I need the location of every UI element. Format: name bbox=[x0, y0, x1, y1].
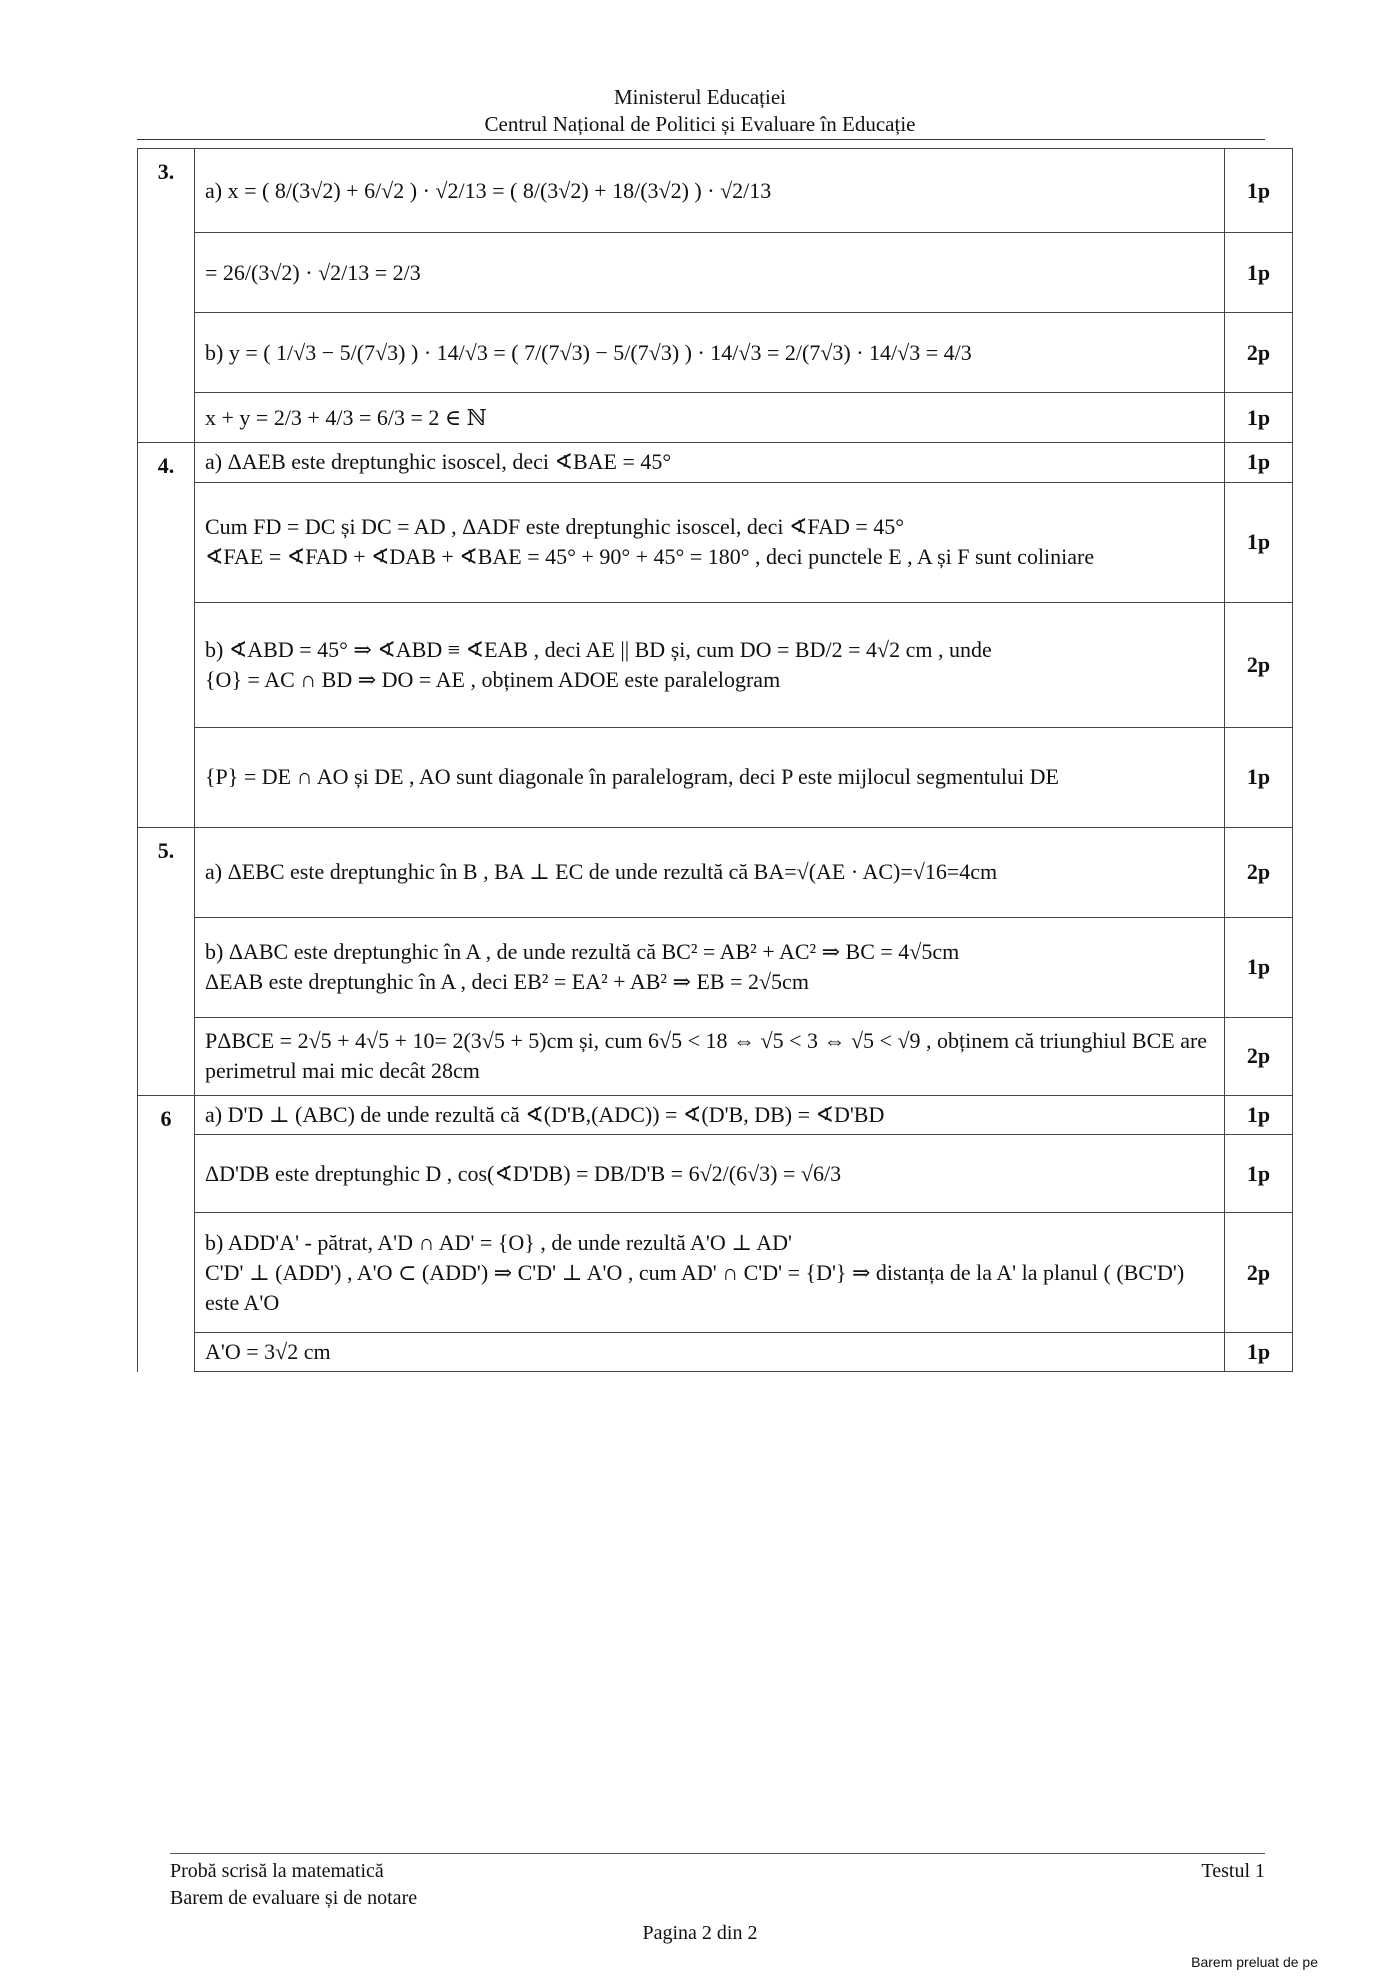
solution-line: ∢FAE = ∢FAD + ∢DAB + ∢BAE = 45° + 90° + 45° = 180° , deci punctele E , A și F sunt coliniare bbox=[205, 544, 1095, 569]
solution-cell bbox=[195, 1095, 1225, 1135]
exercise-number bbox=[138, 233, 195, 313]
table-row bbox=[138, 602, 1293, 727]
points-cell: 2p bbox=[1225, 602, 1293, 727]
solution-cell bbox=[195, 1135, 1225, 1213]
solution-line: b) ADD'A' - pătrat, A'D ∩ AD' = {O} , de unde rezultă A'O ⊥ AD' bbox=[205, 1229, 792, 1255]
table-row bbox=[138, 917, 1293, 1017]
solution-cell bbox=[195, 1213, 1225, 1333]
exercise-number bbox=[138, 482, 195, 602]
solution-line: ΔEAB este dreptunghic în A , deci EB² = EA² + AB² ⇒ EB = 2√5cm bbox=[205, 969, 809, 994]
footer-exam-name: Probă scrisă la matematică bbox=[170, 1860, 384, 1882]
footer-source-note: Barem preluat de pe bbox=[1191, 1954, 1318, 1970]
solution-cell bbox=[195, 482, 1225, 602]
table-row bbox=[138, 233, 1293, 313]
solution-line: = 26/(3√2) · √2/13 = 2/3 bbox=[205, 259, 421, 285]
solution-line: a) ΔAEB este dreptunghic isoscel, deci ∢BAE = 45° bbox=[205, 449, 672, 475]
solution-line: b) ΔABC este dreptunghic în A , de unde rezultă că BC² = AB² + AC² ⇒ BC = 4√5cm bbox=[205, 939, 960, 964]
solution-line: PΔBCE = 2√5 + 4√5 + 10= 2(3√5 + 5)cm și, cum 6√5 < 18 ⇔ √5 < 3 ⇔ √5 < √9 , obținem că triunghiul BCE are perimetrul mai mic decât 28cm bbox=[205, 1028, 1208, 1083]
points-cell: 2p bbox=[1225, 313, 1293, 393]
exercise-number bbox=[138, 1333, 195, 1372]
solution-line: Cum FD = DC și DC = AD , ΔADF este dreptunghic isoscel, deci ∢FAD = 45° bbox=[205, 514, 905, 539]
exercise-number: 4. bbox=[138, 443, 195, 483]
solution-line: A'O = 3√2 cm bbox=[205, 1339, 331, 1364]
points-cell: 2p bbox=[1225, 1213, 1293, 1333]
solution-cell bbox=[195, 1333, 1225, 1372]
solution-line: ΔD'DB este dreptunghic D , cos(∢D'DB) = DB/D'B = 6√2/(6√3) = √6/3 bbox=[205, 1160, 842, 1186]
points-cell: 2p bbox=[1225, 827, 1293, 917]
points-cell: 1p bbox=[1225, 233, 1293, 313]
solution-line: {O} = AC ∩ BD ⇒ DO = AE , obținem ADOE este paralelogram bbox=[205, 666, 781, 692]
footer-page-number: Pagina 2 din 2 bbox=[642, 1922, 758, 1944]
footer-divider bbox=[170, 1853, 1265, 1854]
header-center: Centrul Național de Politici și Evaluare în Educație bbox=[484, 112, 916, 136]
table-row bbox=[138, 827, 1293, 917]
exercise-number: 5. bbox=[138, 827, 195, 917]
exercise-number bbox=[138, 1017, 195, 1095]
solution-line: a) ΔEBC este dreptunghic în B , BA ⊥ EC de unde rezultă că BA=√(AE · AC)=√16=4cm bbox=[205, 859, 998, 884]
exercise-number bbox=[138, 1135, 195, 1213]
exercise-number bbox=[138, 727, 195, 827]
solution-cell bbox=[195, 917, 1225, 1017]
solution-cell bbox=[195, 443, 1225, 483]
solution-line: b) y = ( 1/√3 − 5/(7√3) ) · 14/√3 = ( 7/(7√3) − 5/(7√3) ) · 14/√3 = 2/(7√3) · 14/√3 = 4/3 bbox=[205, 339, 972, 365]
solution-cell bbox=[195, 233, 1225, 313]
table-row bbox=[138, 393, 1293, 443]
table-row bbox=[138, 149, 1293, 233]
solution-line: a) D'D ⊥ (ABC) de unde rezultă că ∢(D'B,(ADC)) = ∢(D'B, DB) = ∢D'BD bbox=[205, 1101, 885, 1127]
table-row bbox=[138, 313, 1293, 393]
points-cell: 1p bbox=[1225, 1333, 1293, 1372]
table-row bbox=[138, 1017, 1293, 1095]
exercise-number bbox=[138, 393, 195, 443]
exercise-number bbox=[138, 313, 195, 393]
footer-doc-type: Barem de evaluare și de notare bbox=[170, 1887, 418, 1909]
solution-cell bbox=[195, 1017, 1225, 1095]
grading-table bbox=[137, 148, 1293, 1372]
table-row bbox=[138, 1333, 1293, 1372]
solution-cell bbox=[195, 313, 1225, 393]
points-cell: 1p bbox=[1225, 727, 1293, 827]
table-row bbox=[138, 727, 1293, 827]
header-ministry: Ministerul Educației bbox=[613, 85, 787, 109]
points-cell: 2p bbox=[1225, 1017, 1293, 1095]
solution-line: {P} = DE ∩ AO și DE , AO sunt diagonale în paralelogram, deci P este mijlocul segmentului DE bbox=[205, 764, 1059, 789]
points-cell: 1p bbox=[1225, 482, 1293, 602]
points-cell: 1p bbox=[1225, 1135, 1293, 1213]
table-row bbox=[138, 1135, 1293, 1213]
points-cell: 1p bbox=[1225, 443, 1293, 483]
points-cell: 1p bbox=[1225, 393, 1293, 443]
header-divider bbox=[137, 139, 1265, 140]
exercise-number bbox=[138, 1213, 195, 1333]
solution-line: a) x = ( 8/(3√2) + 6/√2 ) · √2/13 = ( 8/(3√2) + 18/(3√2) ) · √2/13 bbox=[205, 177, 772, 203]
exercise-number bbox=[138, 917, 195, 1017]
solution-cell bbox=[195, 727, 1225, 827]
table-row bbox=[138, 1095, 1293, 1135]
table-row bbox=[138, 443, 1293, 483]
footer-test-number: Testul 1 bbox=[1201, 1860, 1265, 1882]
points-cell: 1p bbox=[1225, 149, 1293, 233]
solution-cell bbox=[195, 602, 1225, 727]
solution-line: C'D' ⊥ (ADD') , A'O ⊂ (ADD') ⇒ C'D' ⊥ A'O , cum AD' ∩ C'D' = {D'} ⇒ distanța de la A' la planul ( (BC'D') este A'O bbox=[205, 1259, 1185, 1315]
table-row bbox=[138, 482, 1293, 602]
solution-cell bbox=[195, 827, 1225, 917]
exercise-number: 6 bbox=[138, 1095, 195, 1135]
solution-cell bbox=[195, 393, 1225, 443]
solution-cell bbox=[195, 149, 1225, 233]
exercise-number bbox=[138, 602, 195, 727]
exercise-number: 3. bbox=[138, 149, 195, 233]
points-cell: 1p bbox=[1225, 1095, 1293, 1135]
solution-line: b) ∢ABD = 45° ⇒ ∢ABD ≡ ∢EAB , deci AE || BD și, cum DO = BD/2 = 4√2 cm , unde bbox=[205, 636, 992, 662]
table-row bbox=[138, 1213, 1293, 1333]
points-cell: 1p bbox=[1225, 917, 1293, 1017]
solution-line: x + y = 2/3 + 4/3 = 6/3 = 2 ∈ ℕ bbox=[205, 404, 487, 430]
